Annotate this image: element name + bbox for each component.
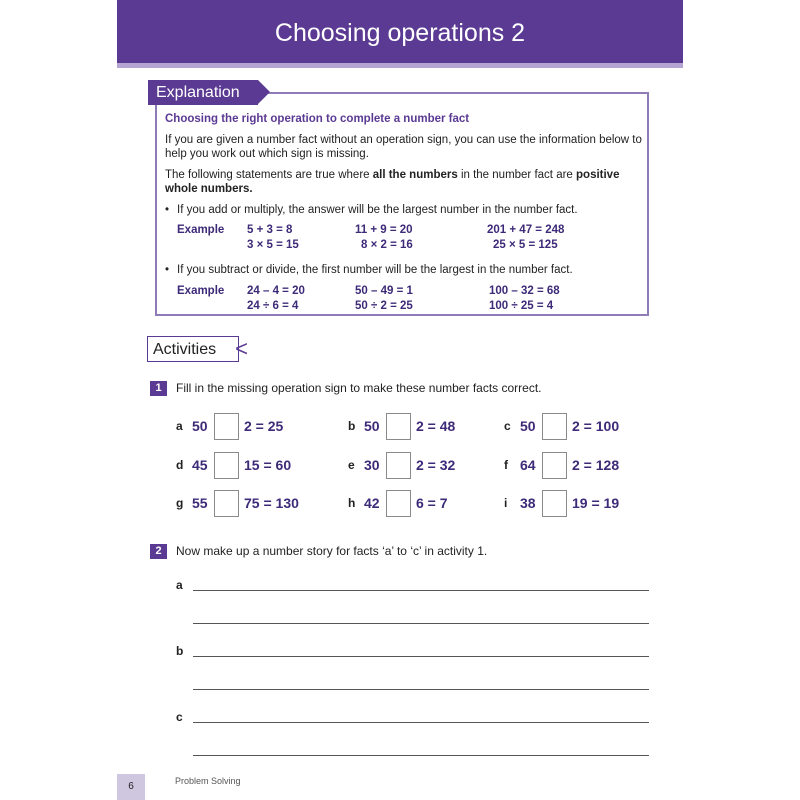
answer-box[interactable] bbox=[386, 413, 411, 440]
answer-box[interactable] bbox=[542, 490, 567, 517]
explanation-heading: Choosing the right operation to complete a number fact bbox=[165, 113, 470, 125]
question-1-number: 1 bbox=[150, 381, 167, 396]
writing-line[interactable] bbox=[193, 755, 649, 756]
story-label-b: b bbox=[176, 644, 184, 658]
writing-line[interactable] bbox=[193, 623, 649, 624]
writing-line[interactable] bbox=[193, 722, 649, 723]
example-item: 201 + 47 = 248 bbox=[487, 224, 565, 236]
worksheet-page: Choosing operations 2 Explanation Choosing the right operation to complete a number fact If you are given a number fact without an operation sign, you can use the information below to help you work out which sign is missing. The following statements are true where all the numbers in the number fact are positive whole numbers. • If you add or multiply, the answer will be the largest number in the number fact. Example 5 + 3 = 8 3 × 5 = 15 11 + 9 = 20 8 × 2 = 16 201 + 47 = 248 25 × 5 = 125 • If you subtract or divide, the first number will be the largest in the number fact. Example 24 – 4 = 20 24 ÷ 6 = 4 50 – 49 = 1 50 ÷ 2 = 25 100 – 32 = 68 100 ÷ 25 = 4 Activities < 1 Fill in the missing operation sign to make these number facts correct. a 50 2 = 25 b 50 2 = 48 c 50 2 = 100 d 45 15 = 60 e 30 2 = 32 f 64 2 = 128 g 55 75 = 130 h 42 6 = 7 i 38 19 = 19 2 Now make up a number story for facts ‘a’ to ‘c’ in activity 1. a b c 6 Problem Solving bbox=[117, 0, 683, 800]
question-1-text: Fill in the missing operation sign to make these number facts correct. bbox=[176, 381, 542, 395]
example-label: Example bbox=[177, 284, 225, 297]
example-item: 100 – 32 = 68 bbox=[489, 284, 560, 297]
question-2-text: Now make up a number story for facts ‘a’ to ‘c’ in activity 1. bbox=[176, 544, 488, 558]
example-item: 50 ÷ 2 = 25 bbox=[355, 299, 413, 312]
example-item: 100 ÷ 25 = 4 bbox=[489, 299, 554, 312]
example-item: 24 – 4 = 20 bbox=[247, 284, 305, 297]
example-item: 8 × 2 = 16 bbox=[361, 239, 413, 251]
answer-box[interactable] bbox=[386, 452, 411, 479]
example-item: 25 × 5 = 125 bbox=[493, 239, 558, 251]
example-row-2 bbox=[165, 284, 645, 316]
question-2-number: 2 bbox=[150, 544, 167, 559]
story-label-c: c bbox=[176, 710, 183, 724]
answer-box[interactable] bbox=[542, 452, 567, 479]
answer-box[interactable] bbox=[214, 490, 239, 517]
page-title: Choosing operations 2 bbox=[274, 19, 526, 47]
writing-line[interactable] bbox=[193, 590, 649, 591]
answer-box[interactable] bbox=[386, 490, 411, 517]
example-item: 24 ÷ 6 = 4 bbox=[247, 299, 299, 312]
answer-box[interactable] bbox=[542, 413, 567, 440]
answer-box[interactable] bbox=[214, 452, 239, 479]
example-label: Example bbox=[177, 224, 225, 236]
writing-line[interactable] bbox=[193, 689, 649, 690]
writing-line[interactable] bbox=[193, 656, 649, 657]
example-item: 3 × 5 = 15 bbox=[247, 239, 299, 251]
activities-tab: Activities < bbox=[147, 336, 239, 362]
footer-text: Problem Solving bbox=[175, 776, 241, 786]
example-item: 5 + 3 = 8 bbox=[247, 224, 293, 236]
explanation-para2: The following statements are true where all the numbers in the number fact are positive whole numbers. bbox=[165, 168, 620, 195]
bullet-add-multiply: • If you add or multiply, the answer will be the largest number in the number fact. bbox=[165, 203, 645, 218]
example-item: 11 + 9 = 20 bbox=[355, 224, 413, 236]
answer-box[interactable] bbox=[214, 413, 239, 440]
explanation-tab: Explanation bbox=[148, 80, 258, 105]
title-rule bbox=[117, 63, 683, 68]
example-row-1 bbox=[165, 223, 645, 255]
example-item: 50 – 49 = 1 bbox=[355, 284, 413, 297]
explanation-content bbox=[165, 112, 645, 324]
page-number: 6 bbox=[117, 774, 145, 800]
story-label-a: a bbox=[176, 578, 183, 592]
explanation-para1: If you are given a number fact without an operation sign, you can use the information below to help you work out which sign is missing. bbox=[165, 133, 642, 160]
title-bar bbox=[117, 0, 683, 63]
bullet-subtract-divide: • If you subtract or divide, the first number will be the largest in the number fact. bbox=[165, 263, 645, 278]
